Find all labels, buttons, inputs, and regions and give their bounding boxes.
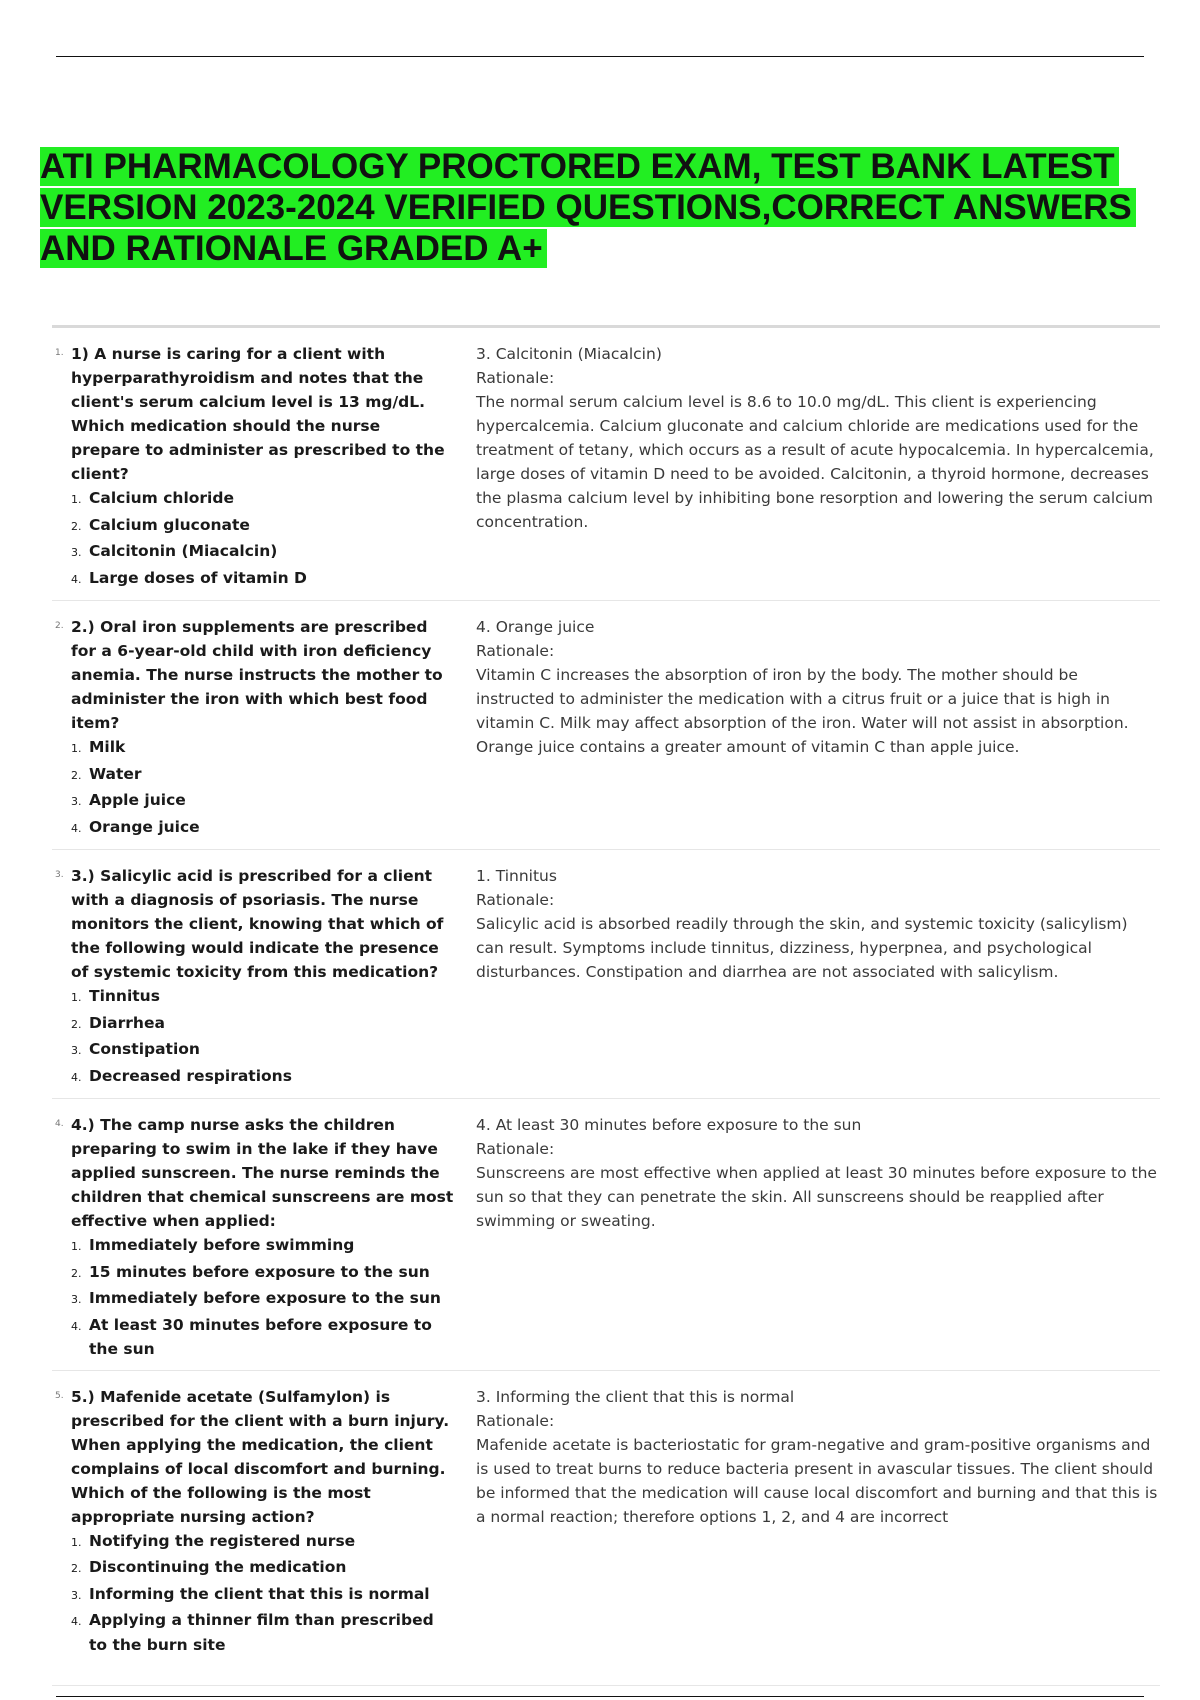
question-text: 4.) The camp nurse asks the children preparing to swim in the lake if they have applied sunscreen. The nurse reminds the children that chemical sunscreens are most effective when applied: (71, 1116, 454, 1230)
option-item: 2. Discontinuing the medication (71, 1558, 347, 1576)
option-item: 1. Milk (71, 738, 126, 756)
option-item: 1. Tinnitus (71, 987, 160, 1005)
options-list (71, 735, 454, 841)
rationale-label: Rationale: (476, 1411, 555, 1430)
question-text: 2.) Oral iron supplements are prescribed for a 6-year-old child with iron deficiency anemia. The nurse instructs the mother to administer the iron with which best food item? (71, 618, 443, 732)
rationale-text: Salicylic acid is absorbed readily through the skin, and systemic toxicity (salicylism) can result. Symptoms include tinnitus, dizziness, hyperpnea, and psychological disturbances. Constipation and diarrhea are not associated with salicylism. (476, 915, 1128, 981)
options-list (71, 1233, 454, 1362)
question-text: 1) A nurse is caring for a client with hyperparathyroidism and notes that the client's serum calcium level is 13 mg/dL. Which medication should the nurse prepare to administer as prescribed to the client? (71, 345, 445, 483)
answer-text: 3. Informing the client that this is normal (476, 1387, 795, 1406)
row-number: 4. (55, 1119, 64, 1129)
question-cell (52, 342, 464, 592)
option-item: 4. At least 30 minutes before exposure to the sun (71, 1315, 432, 1358)
rationale-text: Mafenide acetate is bacteriostatic for gram-negative and gram-positive organisms and is used to treat burns to reduce bacteria present in avascular tissues. The client should be informed that the medication will cause local discomfort and burning and that this is a normal reaction; therefore options 1, 2, and 4 are incorrect (476, 1435, 1158, 1526)
rationale-label: Rationale: (476, 1140, 555, 1158)
option-item: 2. Calcium gluconate (71, 515, 250, 534)
title-highlight: ATI PHARMACOLOGY PROCTORED EXAM, TEST BANK LATEST VERSION 2023-2024 VERIFIED QUESTIONS,CORRECT ANSWERS AND RATIONALE GRADED A+ (40, 147, 1136, 268)
option-item: 1. Immediately before swimming (71, 1236, 355, 1254)
option-item: 3. Constipation (71, 1040, 200, 1058)
question-cell (52, 1113, 464, 1362)
row-number: 1. (55, 348, 64, 358)
answer-cell (464, 1385, 1160, 1677)
rationale-label: Rationale: (476, 642, 555, 660)
rationale-text: Vitamin C increases the absorption of iron by the body. The mother should be instructed to administer the medication with a citrus fruit or a juice that is high in vitamin C. Milk may affect absorption of the iron. Water will not assist in absorption. Orange juice contains a greater amount of vitamin C than apple juice. (476, 666, 1129, 756)
option-item: 1. Calcium chloride (71, 489, 234, 507)
question-cell (52, 1385, 464, 1677)
answer-cell (464, 864, 1160, 1090)
question-cell (52, 615, 464, 841)
option-item: 3. Immediately before exposure to the sun (71, 1289, 441, 1307)
question-text: 3.) Salicylic acid is prescribed for a client with a diagnosis of psoriasis. The nurse monitors the client, knowing that which of the following would indicate the presence of systemic toxicity from this medication? (71, 867, 444, 981)
option-item: 3. Apple juice (71, 791, 186, 809)
answer-text: 1. Tinnitus (476, 867, 557, 885)
options-list (71, 984, 454, 1090)
answer-text: 4. At least 30 minutes before exposure to the sun (476, 1116, 862, 1134)
option-item: 4. Large doses of vitamin D (71, 568, 307, 587)
option-item: 4. Decreased respirations (71, 1066, 292, 1085)
qa-table (52, 325, 1160, 1686)
option-item: 2. Water (71, 764, 142, 783)
answer-text: 3. Calcitonin (Miacalcin) (476, 345, 662, 363)
bottom-rule (56, 1696, 1144, 1697)
option-item: 3. Calcitonin (Miacalcin) (71, 542, 278, 560)
table-row (52, 1099, 1160, 1371)
top-rule (56, 56, 1144, 57)
rationale-label: Rationale: (476, 891, 555, 909)
table-row (52, 328, 1160, 601)
table-row (52, 1371, 1160, 1686)
row-number: 2. (55, 621, 64, 631)
answer-cell (464, 342, 1160, 592)
option-item: 2. Diarrhea (71, 1013, 165, 1032)
row-number: 3. (55, 870, 64, 880)
question-cell (52, 864, 464, 1090)
document-title (40, 146, 1170, 269)
rationale-text: The normal serum calcium level is 8.6 to 10.0 mg/dL. This client is experiencing hypercalcemia. Calcium gluconate and calcium chloride are medications used for the treatment of tetany, which occurs as a result of acute hypocalcemia. In hypercalcemia, large doses of vitamin D need to be avoided. Calcitonin, a thyroid hormone, decreases the plasma calcium level by inhibiting bone resorption and lowering the serum calcium concentration. (476, 393, 1154, 531)
option-item: 2. 15 minutes before exposure to the sun (71, 1262, 430, 1281)
option-item: 3. Informing the client that this is normal (71, 1584, 430, 1603)
option-item: 4. Orange juice (71, 817, 200, 836)
row-number: 5. (55, 1390, 64, 1401)
option-item: 1. Notifying the registered nurse (71, 1531, 356, 1550)
table-row (52, 601, 1160, 850)
options-list (71, 486, 454, 592)
rationale-label: Rationale: (476, 369, 555, 387)
table-row (52, 850, 1160, 1099)
answer-cell (464, 1113, 1160, 1362)
question-text: 5.) Mafenide acetate (Sulfamylon) is prescribed for the client with a burn injury. When applying the medication, the client complains of local discomfort and burning. Which of the following is the most appropriate nursing action? (71, 1387, 450, 1526)
option-item: 4. Applying a thinner film than prescribed to the burn site (71, 1611, 434, 1654)
answer-cell (464, 615, 1160, 841)
rationale-text: Sunscreens are most effective when applied at least 30 minutes before exposure to the sun so that they can penetrate the skin. All sunscreens should be reapplied after swimming or sweating. (476, 1164, 1157, 1230)
options-list (71, 1529, 454, 1658)
answer-text: 4. Orange juice (476, 618, 595, 636)
